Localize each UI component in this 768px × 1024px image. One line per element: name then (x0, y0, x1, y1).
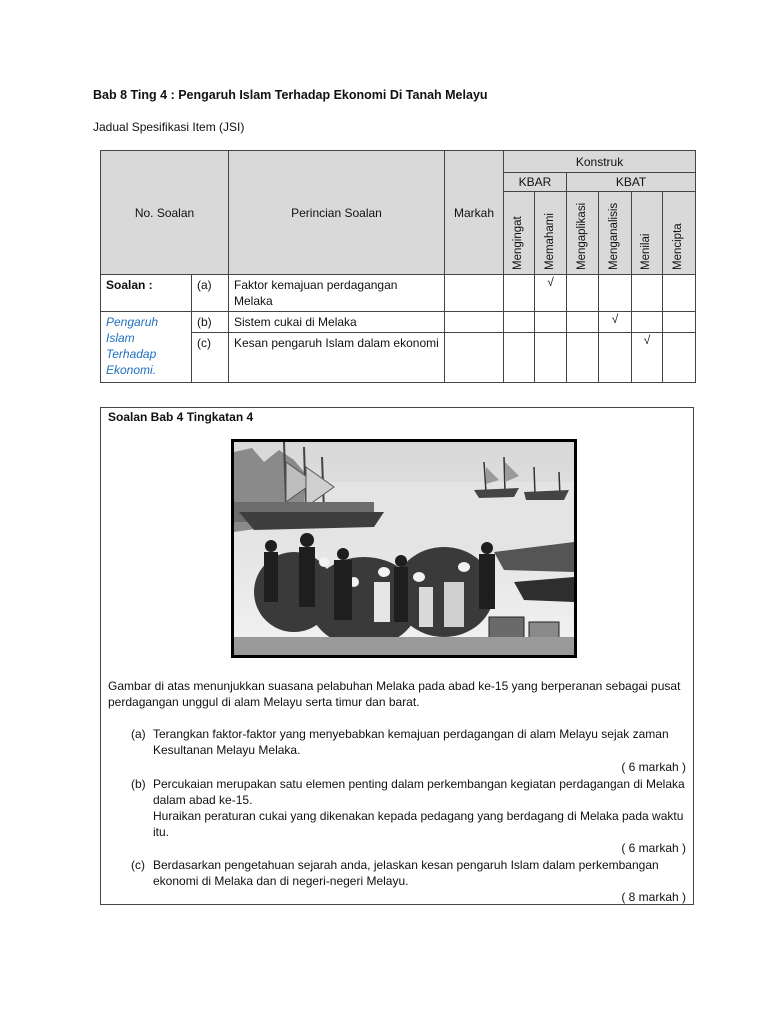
part-label: (b) (192, 312, 229, 333)
header-markah: Markah (445, 151, 504, 275)
row-description: Faktor kemajuan perdagangan Melaka (229, 275, 445, 312)
table-row (101, 275, 696, 312)
question-intro: Gambar di atas menunjukkan suasana pelabuhan Melaka pada abad ke-15 yang berperanan sebagai pusat perdagangan unggul di alam Melayu serta timur dan barat. (108, 679, 681, 709)
topic-label: Pengaruh Islam Terhadap Ekonomi. (101, 312, 192, 383)
row-description: Sistem cukai di Melaka (229, 312, 445, 333)
page-title: Bab 8 Ting 4 : Pengaruh Islam Terhadap Ekonomi Di Tanah Melayu (93, 88, 488, 102)
part-b-marks: ( 6 markah ) (621, 841, 686, 855)
melaka-port-illustration (231, 439, 577, 658)
part-label: (c) (192, 333, 229, 383)
tick-mark: √ (599, 312, 632, 333)
part-b-label: (b) (131, 777, 146, 791)
question-part-b (131, 776, 691, 842)
part-c-marks: ( 8 markah ) (621, 890, 686, 904)
header-perincian: Perincian Soalan (229, 151, 445, 275)
question-heading: Soalan Bab 4 Tingkatan 4 (108, 410, 254, 424)
question-box (100, 407, 694, 905)
part-b-text: Percukaian merupakan satu elemen penting dalam perkembangan kegiatan perdagangan di Melaka dalam abad ke-15. Huraikan peraturan cukai yang dikenakan kepada pedagang yang berdagang di Melaka pada waktu itu. (153, 777, 685, 839)
part-a-marks: ( 6 markah ) (621, 760, 686, 774)
part-a-label: (a) (131, 727, 146, 741)
header-no-soalan: No. Soalan (101, 151, 229, 275)
level-memahami: Memahami (535, 192, 567, 275)
tick-mark: √ (632, 333, 663, 383)
part-label: (a) (192, 275, 229, 312)
level-menganalisis: Menganalisis (599, 192, 632, 275)
question-part-a (131, 726, 691, 760)
table-row (101, 312, 696, 333)
part-a-text: Terangkan faktor-faktor yang menyebabkan kemajuan perdagangan di alam Melayu sejak zaman Kesultanan Melayu Melaka. (153, 727, 669, 757)
header-kbar: KBAR (504, 173, 567, 192)
level-mengaplikasi: Mengaplikasi (567, 192, 599, 275)
header-kbat: KBAT (567, 173, 696, 192)
table-subtitle: Jadual Spesifikasi Item (JSI) (93, 120, 245, 134)
tick-mark: √ (535, 275, 567, 312)
level-mencipta: Mencipta (663, 192, 696, 275)
level-menilai: Menilai (632, 192, 663, 275)
part-c-text: Berdasarkan pengetahuan sejarah anda, jelaskan kesan pengaruh Islam dalam perkembangan ekonomi di Melaka dan di negeri-negeri Melayu. (153, 858, 659, 888)
part-c-label: (c) (131, 858, 145, 872)
question-part-c (131, 857, 691, 891)
jsi-table (100, 150, 696, 383)
level-mengingat: Mengingat (504, 192, 535, 275)
header-konstruk: Konstruk (504, 151, 696, 173)
soalan-label: Soalan : (101, 275, 192, 312)
row-description: Kesan pengaruh Islam dalam ekonomi (229, 333, 445, 383)
